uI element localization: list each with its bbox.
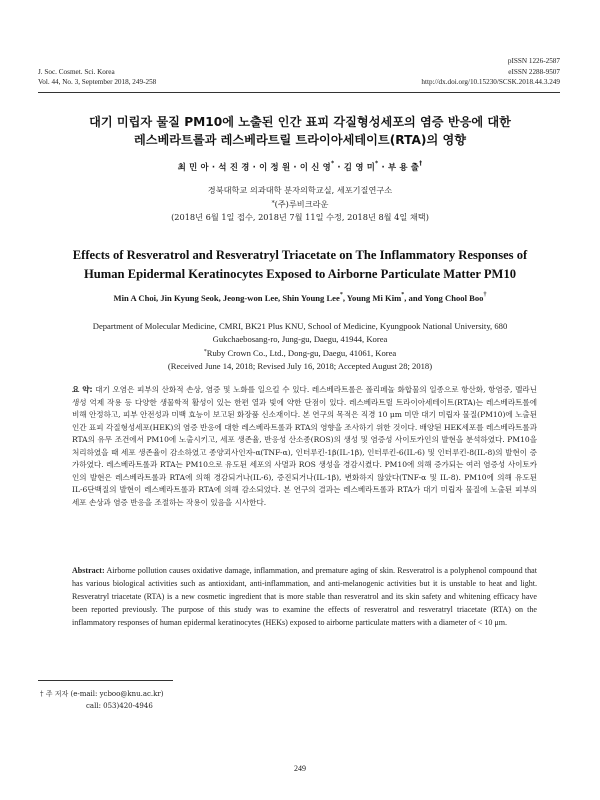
star-mark: * [401, 292, 405, 298]
footnote [40, 688, 163, 712]
star-mark: * [375, 160, 379, 167]
english-authors-a: Min A Choi, Jin Kyung Seok, Jeong-won Lee, Shin Young Lee [113, 293, 340, 303]
korean-aff-line1: 경북대학교 의과대학 분자의학교실, 세포기질연구소 [207, 185, 393, 195]
footnote-call: call: 053)420-4946 [86, 702, 153, 710]
korean-abstract-label: 요 약: [72, 385, 93, 394]
korean-authors-b: · 김 영 미 [334, 162, 376, 172]
korean-affiliation [0, 184, 600, 225]
english-title-line1: Effects of Resveratrol and Resveratryl Triacetate on The Inflammatory Responses of [72, 248, 528, 262]
korean-title-line2: 레스베라트롤과 레스베라트릴 트라이아세테이트(RTA)의 영향 [133, 133, 467, 147]
footnote-divider [38, 680, 173, 681]
korean-aff-line2: (주)루비크라운 [274, 198, 329, 209]
korean-authors-c: · 부 용 출 [378, 162, 420, 172]
english-authors-b: , Young Mi Kim [342, 293, 402, 303]
korean-abstract [72, 384, 537, 509]
korean-authors-a: 최 민 아 · 석 진 경 · 이 정 원 · 이 신 영 [177, 162, 331, 172]
page-number: 249 [294, 764, 306, 773]
english-aff-line1: Department of Molecular Medicine, CMRI, BK21 Plus KNU, School of Medicine, Kyungpook National University, 680 [92, 321, 508, 331]
journal-volume: Vol. 44, No. 3, September 2018, 249-258 [38, 78, 157, 86]
journal-name: J. Soc. Cosmet. Sci. Korea [38, 67, 115, 76]
korean-dates: (2018년 6월 1일 접수, 2018년 7월 11일 수정, 2018년 8월 4일 채택) [171, 212, 429, 222]
english-affiliation [30, 320, 570, 374]
english-authors [0, 293, 600, 303]
english-abstract-text: Airborne pollution causes oxidative damage, inflammation, and premature aging of skin. Resveratrol is a polyphenol compound that has various biological activities such as antioxidant, anti-inflammation, and anti-melanogenic activities but it is unstable to heat and light. Resveratryl triacetate (RTA) is a new cosmetic ingredient that is more stable than resveratrol and its skin safety and whitening efficacy have been reported previously. The purpose of this study was to examine the effects of resveratrol and resveratryl triacetate (RTA) on the inflammatory responses of human epidermal keratinocytes (HEKs) exposed to airborne particulate matters with a diameter of < 10 μm. [72, 566, 537, 628]
header-divider [38, 92, 560, 93]
pissn: pISSN 1226-2587 [507, 57, 560, 65]
dagger-mark: † [419, 160, 423, 167]
korean-title-line1: 대기 미립자 물질 PM10에 노출된 인간 표피 각질형성세포의 염증 반응에 대한 [89, 115, 511, 129]
english-aff-line2: Gukchaebosang-ro, Jung-gu, Daegu, 41944, Korea [212, 334, 388, 345]
english-abstract-label: Abstract: [72, 566, 105, 575]
english-title [20, 246, 580, 284]
star-mark: * [330, 160, 335, 167]
doi-link[interactable]: http://dx.doi.org/10.15230/SCSK.2018.44.3.249 [421, 78, 560, 86]
english-title-line2: Human Epidermal Keratinocytes Exposed to Airborne Particulate Matter PM10 [83, 267, 517, 281]
star-mark: * [271, 199, 275, 207]
korean-title [20, 113, 580, 149]
english-authors-c: , and Yong Chool Boo [404, 293, 484, 303]
dagger-mark: † [483, 292, 487, 298]
star-mark: * [339, 292, 343, 298]
korean-abstract-text: 대기 오염은 피부의 산화적 손상, 염증 및 노화를 일으킬 수 있다. 레스베라트롤은 폴리페놀 화합물의 일종으로 항산화, 항염증, 멜라닌 생성 억제 작용 등 다양한 생물학적 활성이 있는 한편 열과 빛에 약한 단점이 있다. 레스베라트릴 트라이아세테이트(RTA)는 레스베라트롤에 비해 안정하고, 피부 안전성과 미백 효능이 보고된 화장품 신소재이다. 본 연구의 목적은 직경 10 μm 미만 대기 미립자 물질(PM10)에 노출된 인간 표피 각질형성세포(HEK)의 염증 반응에 대한 레스베라트롤과 RTA의 영향을 조사하기 위한 것이다. 배양된 HEK세포를 레스베라트롤과 RTA의 유무 조건에서 PM10에 노출시키고, 세포 생존율, 반응성 산소종(ROS)의 생성 및 염증성 사이토카인의 발현을 분석하였다. PM10을 처리하였을 때 세포 생존율이 감소하였고 종양괴사인자-α(TNF-α), 인터루킨-1β(IL-1β), 인터루킨-6(IL-6) 및 인터루킨-8(IL-8)의 발현이 증가하였다. 레스베라트롤과 RTA는 PM10으로 유도된 세포의 사멸과 ROS 생성을 경감시켰다. PM10에 의해 증가되는 여러 염증성 사이토카인의 발현은 레스베라트롤과 RTA에 의해 경감되거나(IL-6), 증진되거나(IL-1β), 변화하지 않았다(TNF-α 및 IL-8). PM10에 의해 유도된 IL-6단백질의 발현이 레스베라트롤과 RTA에 의해 감소되었다. 본 연구의 결과는 레스베라트롤과 RTA가 대기 미립자 물질에 노출된 피부의 세포 손상과 염증 반응을 조절하는 작용이 있음을 시사한다. [72, 385, 538, 507]
star-mark: * [203, 348, 207, 355]
journal-header-right [421, 56, 560, 88]
footnote-author: † 주 저자 (e-mail: ycboo@knu.ac.kr) [40, 690, 164, 698]
english-dates: (Received June 14, 2018; Revised July 16, 2018; Accepted August 28; 2018) [167, 361, 433, 372]
journal-header-left [38, 56, 156, 88]
english-abstract [72, 564, 537, 629]
korean-authors [0, 161, 600, 173]
eissn: eISSN 2288-9507 [508, 67, 560, 76]
english-aff-line3: Ruby Crown Co., Ltd., Dong-gu, Daegu, 41061, Korea [206, 347, 397, 358]
